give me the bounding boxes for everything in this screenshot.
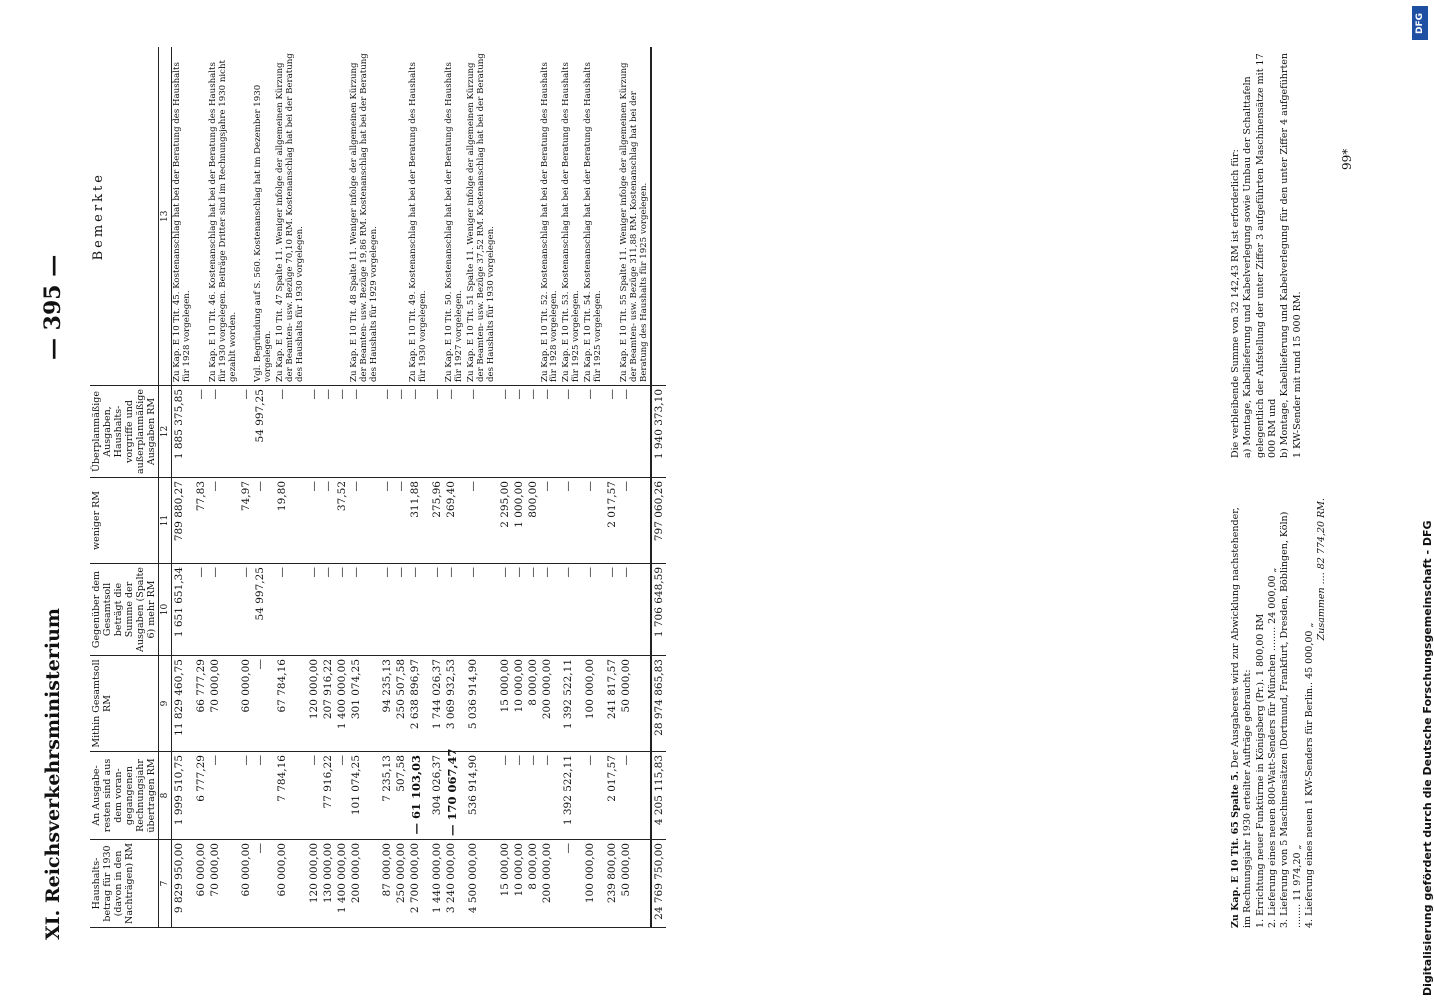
- cell-c7: 120 000,00: [307, 840, 321, 928]
- table-row: [208, 48, 240, 928]
- cell-c7: 15 000,00: [498, 840, 512, 928]
- cell-c7: 250 000,00: [394, 840, 408, 928]
- notes-left-title: Zu Kap. E 10 Tit. 65 Spalte 5.: [1230, 770, 1241, 928]
- cell-c8: —: [253, 752, 275, 840]
- table-row: [466, 48, 498, 928]
- notes-left-item: 2. Lieferung eines neuen 800-Watt-Senders für München ........ 24 000,00 „: [1267, 567, 1279, 928]
- cell-c12: 54 997,25: [253, 386, 275, 478]
- cell-c11: —: [561, 478, 583, 564]
- cell-c7: 1 440 000,00: [430, 840, 444, 928]
- cell-c12: —: [583, 386, 605, 478]
- cell-c10: —: [408, 564, 430, 656]
- table-row: [307, 48, 321, 928]
- total-c12: 1 940 373,10: [651, 386, 666, 478]
- col-number: 12: [159, 386, 172, 478]
- cell-c8: —: [583, 752, 605, 840]
- cell-remark: [512, 48, 526, 386]
- cell-c9: 200 000,00: [540, 656, 562, 752]
- cell-c8: —: [512, 752, 526, 840]
- cell-c11: 800,00: [526, 478, 540, 564]
- cell-c8: —: [498, 752, 512, 840]
- cell-remark: Zu Kap. E 10 Tit. 50. Kostenanschlag hat bei der Beratung des Haushalts für 1927 vorgelegen.: [444, 48, 466, 386]
- total-c9: 28 974 865,83: [651, 656, 666, 752]
- cell-c8: 7 784,16: [275, 752, 307, 840]
- cell-c9: 70 000,00: [208, 656, 240, 752]
- cell-c7: —: [561, 840, 583, 928]
- cell-c10: —: [498, 564, 512, 656]
- cell-c8: 6 777,29: [194, 752, 208, 840]
- cell-c8: —: [335, 752, 349, 840]
- table-row: [430, 48, 444, 928]
- cell-c11: —: [349, 478, 381, 564]
- table-row: [275, 48, 307, 928]
- cell-remark: Zu Kap. E 10 Tit. 45. Kostenanschlag hat bei der Beratung des Haushalts für 1928 vorgelegen.: [172, 48, 194, 386]
- cell-c9: 15 000,00: [498, 656, 512, 752]
- cell-c9: 3 069 932,53: [444, 656, 466, 752]
- cell-c7: 50 000,00: [619, 840, 652, 928]
- cell-c7: 1 400 000,00: [335, 840, 349, 928]
- total-c7: 24 769 750,00: [651, 840, 666, 928]
- notes-right: [1230, 48, 1304, 458]
- notes-left-item: 4. Lieferung eines neuen 1 KW-Senders für Berlin.. 45 000,00 „: [1304, 622, 1316, 928]
- cell-c10: —: [321, 564, 335, 656]
- cell-c10: —: [380, 564, 394, 656]
- notes-right-item: a) Montage, Kabellieferung und Kabelverlegung sowie Umbau der Schalttafeln gelegentlich der Aufstellung der unter Ziffer 3 aufgeführten Maschinensätze mit 17 000 RM und: [1242, 53, 1279, 458]
- cell-c9: 10 000,00: [512, 656, 526, 752]
- cell-c11: 74,97: [239, 478, 253, 564]
- cell-c11: —: [466, 478, 498, 564]
- cell-c10: —: [275, 564, 307, 656]
- cell-c9: 8 000,00: [526, 656, 540, 752]
- cell-c12: —: [444, 386, 466, 478]
- cell-c8: —: [208, 752, 240, 840]
- budget-table: [90, 48, 666, 929]
- cell-remark: Zu Kap. E 10 Tit. 53. Kostenanschlag hat bei der Beratung des Haushalts für 1925 vorgelegen.: [561, 48, 583, 386]
- table-row: [561, 48, 583, 928]
- cell-c11: 77,83: [194, 478, 208, 564]
- cell-c9: 301 074,25: [349, 656, 381, 752]
- cell-c7: 2 700 000,00: [408, 840, 430, 928]
- cell-c10: —: [526, 564, 540, 656]
- cell-c11: 19,80: [275, 478, 307, 564]
- cell-remark: [321, 48, 335, 386]
- cell-remark: Zu Kap. E 10 Tit. 46. Kostenanschlag hat bei der Beratung des Haushalts für 1930 vorgelegen. Beiträge Dritter sind im Rechnungsjahre 1930 nicht gezahlt worden.: [208, 48, 240, 386]
- cell-c12: —: [321, 386, 335, 478]
- col-header-9: Mithin Gesamtsoll RM: [90, 656, 159, 752]
- col-header-8: An Ausgabe-resten sind aus dem voran-gegangenen Rechnungsjahr übertragen RM: [90, 752, 159, 840]
- cell-c11: 789 880,27: [172, 478, 194, 564]
- cell-c12: —: [540, 386, 562, 478]
- cell-c12: —: [619, 386, 652, 478]
- cell-c11: —: [583, 478, 605, 564]
- table-row: [619, 48, 652, 928]
- cell-c8: —: [307, 752, 321, 840]
- cell-c9: 67 784,16: [275, 656, 307, 752]
- cell-c7: 130 000,00: [321, 840, 335, 928]
- cell-c8: 77 916,22: [321, 752, 335, 840]
- cell-c9: —: [253, 656, 275, 752]
- cell-c9: 207 916,22: [321, 656, 335, 752]
- table-header-row: [90, 48, 159, 928]
- cell-remark: Zu Kap. E 10 Tit. 51 Spalte 11. Weniger infolge der allgemeinen Kürzung der Beamten- usw. Bezüge 37,52 RM. Kostenanschlag hat bei der Beratung des Haushalts für 1930 vorgelegen.: [466, 48, 498, 386]
- cell-c8: —: [619, 752, 652, 840]
- cell-c11: —: [394, 478, 408, 564]
- cell-remark: [380, 48, 394, 386]
- col-header-13: Bemerkte: [90, 48, 159, 386]
- col-number: 9: [159, 656, 172, 752]
- cell-c8: —: [540, 752, 562, 840]
- cell-c12: —: [380, 386, 394, 478]
- col-number: 10: [159, 564, 172, 656]
- cell-c9: 66 777,29: [194, 656, 208, 752]
- cell-c11: 2 295,00: [498, 478, 512, 564]
- cell-remark: [605, 48, 619, 386]
- cell-c12: —: [430, 386, 444, 478]
- cell-c12: —: [307, 386, 321, 478]
- cell-c12: —: [275, 386, 307, 478]
- cell-c8: 1 999 510,75: [172, 752, 194, 840]
- cell-c11: 269,40: [444, 478, 466, 564]
- total-c8: 4 205 115,83: [651, 752, 666, 840]
- table-row: [512, 48, 526, 928]
- table-row: [605, 48, 619, 928]
- cell-c9: 250 507,58: [394, 656, 408, 752]
- cell-c10: —: [208, 564, 240, 656]
- cell-c8: 2 017,57: [605, 752, 619, 840]
- cell-remark: [239, 48, 253, 386]
- notes-right-intro: Die verbleibende Summe von 32 142,43 RM ist erforderlich für:: [1230, 149, 1241, 458]
- cell-c9: 5 036 914,90: [466, 656, 498, 752]
- col-header-10: Gegenüber dem Gesamtsoll beträgt die Summe der Ausgaben (Spalte 6) mehr RM: [90, 564, 159, 656]
- cell-c10: —: [307, 564, 321, 656]
- cell-remark: Zu Kap. E 10 Tit. 55 Spalte 11. Weniger infolge der allgemeinen Kürzung der Beamten- usw. Bezüge 311,88 RM. Kostenanschlag hat bei der Beratung des Haushalts für 1925 vorgelegen.: [619, 48, 652, 386]
- cell-c11: 1 000,00: [512, 478, 526, 564]
- cell-remark: Zu Kap. E 10 Tit. 48 Spalte 11. Weniger infolge der allgemeinen Kürzung der Beamten- usw. Bezüge 19,86 RM. Kostenanschlag hat bei der Beratung des Haushalts für 1929 vorgelegen.: [349, 48, 381, 386]
- cell-c8: 536 914,90: [466, 752, 498, 840]
- cell-c12: —: [408, 386, 430, 478]
- footer-mark: 99*: [1340, 148, 1354, 170]
- cell-c7: 60 000,00: [239, 840, 253, 928]
- cell-remark: Vgl. Begründung auf S. 560. Kostenanschlag hat im Dezember 1930 vorgelegen.: [253, 48, 275, 386]
- notes-left: [1230, 498, 1329, 928]
- cell-c12: —: [239, 386, 253, 478]
- table-row: [394, 48, 408, 928]
- notes-right-item: b) Montage, Kabellieferung und Kabelverlegung für den unter Ziffer 4 aufgeführten 1 KW-Sender mit rund 15 000 RM.: [1279, 52, 1303, 458]
- table-row: [321, 48, 335, 928]
- cell-c11: —: [380, 478, 394, 564]
- cell-c10: —: [583, 564, 605, 656]
- col-number: 8: [159, 752, 172, 840]
- cell-c12: —: [561, 386, 583, 478]
- cell-c10: —: [335, 564, 349, 656]
- total-rem: [651, 48, 666, 386]
- table-row: [583, 48, 605, 928]
- cell-c12: 1 885 375,85: [172, 386, 194, 478]
- cell-c12: —: [349, 386, 381, 478]
- dfg-sidebar: [1405, 0, 1434, 1000]
- chapter-title: XI. Reichsverkehrsministerium: [42, 607, 64, 940]
- cell-remark: [394, 48, 408, 386]
- cell-c11: —: [307, 478, 321, 564]
- table-row: [239, 48, 253, 928]
- table-row: [498, 48, 512, 928]
- cell-c9: 50 000,00: [619, 656, 652, 752]
- total-c10: 1 706 648,59: [651, 564, 666, 656]
- table-row: [335, 48, 349, 928]
- cell-c9: 241 817,57: [605, 656, 619, 752]
- cell-c7: 70 000,00: [208, 840, 240, 928]
- cell-c7: 9 829 950,00: [172, 840, 194, 928]
- cell-c7: 60 000,00: [194, 840, 208, 928]
- dfg-credit-text: Digitalisierung gefördert durch die Deutsche Forschungsgemeinschaft - DFG: [1421, 520, 1434, 996]
- cell-remark: Zu Kap. E 10 Tit. 47 Spalte 11. Weniger infolge der allgemeinen Kürzung der Beamten- usw. Bezüge 70,10 RM. Kostenanschlag hat bei der Beratung des Haushalts für 1930 vorgelegen.: [275, 48, 307, 386]
- cell-c11: —: [540, 478, 562, 564]
- cell-remark: [307, 48, 321, 386]
- cell-c10: —: [619, 564, 652, 656]
- cell-c11: —: [619, 478, 652, 564]
- table-row: [380, 48, 394, 928]
- cell-c10: —: [349, 564, 381, 656]
- cell-c7: 87 000,00: [380, 840, 394, 928]
- cell-c9: 2 638 896,97: [408, 656, 430, 752]
- cell-c9: 100 000,00: [583, 656, 605, 752]
- cell-c12: —: [466, 386, 498, 478]
- cell-c10: —: [444, 564, 466, 656]
- cell-c8: 507,58: [394, 752, 408, 840]
- cell-c9: 1 744 026,37: [430, 656, 444, 752]
- cell-c11: —: [321, 478, 335, 564]
- cell-c11: 311,88: [408, 478, 430, 564]
- table-body: [172, 48, 652, 928]
- table-row: [408, 48, 430, 928]
- table-row: [253, 48, 275, 928]
- col-number: 13: [159, 48, 172, 386]
- cell-remark: [335, 48, 349, 386]
- cell-c11: —: [208, 478, 240, 564]
- col-header-11: weniger RM: [90, 478, 159, 564]
- table-row: [194, 48, 208, 928]
- cell-c7: 200 000,00: [540, 840, 562, 928]
- cell-c8: —: [526, 752, 540, 840]
- cell-c10: —: [605, 564, 619, 656]
- cell-c12: —: [335, 386, 349, 478]
- notes-left-intro: Der Ausgaberest wird zur Abwicklung nachstehender, im Rechnungsjahr 1930 erteilter Aufträge gebraucht:: [1230, 507, 1254, 928]
- cell-c10: —: [540, 564, 562, 656]
- dfg-logo-icon: DFG: [1412, 6, 1428, 40]
- cell-c8: 7 235,13: [380, 752, 394, 840]
- cell-c8: — 170 067,47: [444, 752, 466, 840]
- cell-remark: Zu Kap. E 10 Tit. 49. Kostenanschlag hat bei der Beratung des Haushalts für 1930 vorgelegen.: [408, 48, 430, 386]
- cell-c8: 1 392 522,11: [561, 752, 583, 840]
- table-row: [349, 48, 381, 928]
- table-row: [172, 48, 194, 928]
- cell-c11: 37,52: [335, 478, 349, 564]
- cell-c9: 1 392 522,11: [561, 656, 583, 752]
- cell-c12: —: [498, 386, 512, 478]
- cell-c12: —: [194, 386, 208, 478]
- totals-row: [651, 48, 666, 928]
- cell-c7: —: [253, 840, 275, 928]
- cell-c8: —: [239, 752, 253, 840]
- cell-c10: —: [239, 564, 253, 656]
- cell-c10: —: [561, 564, 583, 656]
- cell-c10: 54 997,25: [253, 564, 275, 656]
- page-number: — 395 —: [40, 254, 66, 360]
- cell-c8: 101 074,25: [349, 752, 381, 840]
- cell-c11: —: [253, 478, 275, 564]
- cell-c10: —: [394, 564, 408, 656]
- cell-c8: — 61 103,03: [408, 752, 430, 840]
- cell-remark: [194, 48, 208, 386]
- cell-c10: —: [430, 564, 444, 656]
- cell-c7: 100 000,00: [583, 840, 605, 928]
- cell-remark: [526, 48, 540, 386]
- total-c11: 797 060,26: [651, 478, 666, 564]
- table-row: [540, 48, 562, 928]
- cell-c12: —: [512, 386, 526, 478]
- col-header-7: Haushalts-betrag für 1930 (davon in den Nachträgen) RM: [90, 840, 159, 928]
- cell-c11: 2 017,57: [605, 478, 619, 564]
- cell-c7: 10 000,00: [512, 840, 526, 928]
- cell-c7: 200 000,00: [349, 840, 381, 928]
- cell-c11: 275,96: [430, 478, 444, 564]
- cell-c10: —: [194, 564, 208, 656]
- table-row: [444, 48, 466, 928]
- cell-c9: 94 235,13: [380, 656, 394, 752]
- notes-left-item: 1. Errichtung neuer Funktürme in Königsberg (Pr.). 1 800,00 RM: [1254, 613, 1266, 928]
- cell-remark: Zu Kap. E 10 Tit. 52. Kostenanschlag hat bei der Beratung des Haushalts für 1928 vorgelegen.: [540, 48, 562, 386]
- table-row: [526, 48, 540, 928]
- cell-c8: 304 026,37: [430, 752, 444, 840]
- column-number-row: [159, 48, 172, 928]
- cell-c9: 120 000,00: [307, 656, 321, 752]
- cell-c7: 239 800,00: [605, 840, 619, 928]
- col-header-12: Überplanmäßige Ausgaben, Haushalts-vorgriffe und außerplanmäßige Ausgaben RM: [90, 386, 159, 478]
- cell-c12: —: [394, 386, 408, 478]
- cell-c7: 4 500 000,00: [466, 840, 498, 928]
- col-number: 7: [159, 840, 172, 928]
- cell-c12: —: [605, 386, 619, 478]
- cell-c7: 3 240 000,00: [444, 840, 466, 928]
- cell-c10: —: [512, 564, 526, 656]
- cell-c12: —: [208, 386, 240, 478]
- col-number: 11: [159, 478, 172, 564]
- cell-c12: —: [526, 386, 540, 478]
- notes-left-item: 3. Lieferung von 5 Maschinensätzen (Dortmund, Frankfurt, Dresden, Böblingen, Köln) ........ 11 974,20 „: [1279, 511, 1303, 928]
- cell-c9: 1 400 000,00: [335, 656, 349, 752]
- notes-left-sum: Zusammen .... 82 774,20 RM.: [1316, 498, 1328, 641]
- cell-c9: 11 829 460,75: [172, 656, 194, 752]
- cell-c7: 60 000,00: [275, 840, 307, 928]
- cell-c7: 8 000,00: [526, 840, 540, 928]
- cell-c9: 60 000,00: [239, 656, 253, 752]
- cell-remark: [430, 48, 444, 386]
- cell-c10: —: [466, 564, 498, 656]
- cell-remark: [498, 48, 512, 386]
- cell-c10: 1 651 651,34: [172, 564, 194, 656]
- cell-remark: Zu Kap. E 10 Tit. 54. Kostenanschlag hat bei der Beratung des Haushalts für 1925 vorgelegen.: [583, 48, 605, 386]
